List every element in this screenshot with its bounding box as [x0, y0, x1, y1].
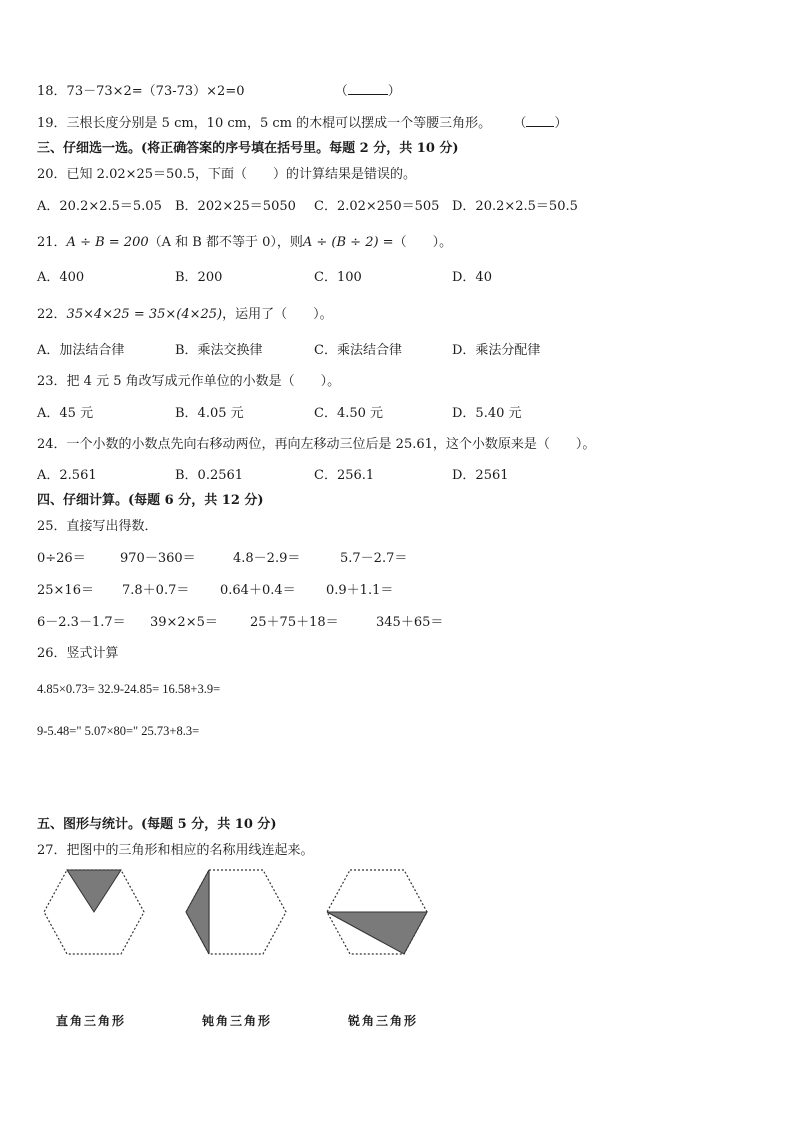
caption-acute-triangle[interactable]: 锐角三角形 — [348, 1014, 419, 1028]
q22-option-d[interactable]: D．乘法分配律 — [452, 343, 541, 358]
q22-tail: ，运用了（ ）。 — [222, 307, 333, 322]
q24-option-d[interactable]: D．2561 — [452, 468, 509, 483]
q20-option-d[interactable]: D．20.2×2.5＝50.5 — [452, 199, 578, 214]
q22-expression: 35×4×25 = 35×(4×25) — [66, 307, 223, 322]
calc-item: 6－2.3－1.7＝ — [37, 615, 126, 630]
q21-condition: （A 和 B 都不等于 0），则 — [148, 235, 303, 250]
section-5-heading: 五、图形与统计。(每题 5 分，共 10 分) — [37, 817, 277, 832]
shaded-triangle[interactable] — [327, 912, 427, 954]
q23-option-b[interactable]: B．4.05 元 — [175, 406, 244, 421]
question-18 — [37, 82, 401, 101]
hexagon-figure-2 — [182, 866, 290, 958]
question-24-text: 24．一个小数的小数点先向右移动两位，再向左移动三位后是 25.61，这个小数原来是（ ）。 — [37, 437, 596, 452]
q20-option-a[interactable]: A．20.2×2.5＝5.05 — [37, 199, 162, 214]
vertical-calc-line-1: 4.85×0.73= 32.9-24.85= 16.58+3.9= — [37, 682, 221, 696]
calc-item: 25×16＝ — [37, 583, 94, 598]
calc-item: 345＋65＝ — [376, 615, 444, 630]
question-21 — [37, 234, 452, 252]
paren-open: （ — [513, 116, 527, 131]
question-19-text: 19．三根长度分别是 5 cm，10 cm，5 cm 的木棍可以摆成一个等腰三角形。 — [37, 116, 492, 131]
section-3-heading: 三、仔细选一选。(将正确答案的序号填在括号里。每题 2 分，共 10 分) — [37, 141, 459, 156]
q20-option-c[interactable]: C．2.02×250＝505 — [314, 199, 440, 214]
q24-option-b[interactable]: B．0.2561 — [175, 468, 244, 483]
shaded-triangle[interactable] — [186, 870, 209, 954]
question-27-text: 27．把图中的三角形和相应的名称用线连起来。 — [37, 843, 314, 858]
calc-item: 25＋75＋18＝ — [250, 615, 339, 630]
shaded-triangle[interactable] — [67, 870, 121, 912]
q22-option-c[interactable]: C．乘法结合律 — [314, 343, 402, 358]
caption-obtuse-triangle[interactable]: 钝角三角形 — [202, 1014, 273, 1028]
calc-item: 970－360＝ — [120, 551, 196, 566]
q20-option-b[interactable]: B．202×25＝5050 — [175, 199, 296, 214]
paren-close: ） — [387, 84, 401, 99]
question-26-text: 26．竖式计算 — [37, 646, 119, 661]
q21-option-a[interactable]: A．400 — [37, 270, 85, 285]
q22-option-b[interactable]: B．乘法交换律 — [175, 343, 263, 358]
question-20-text: 20．已知 2.02×25＝50.5，下面（ ）的计算结果是错误的。 — [37, 167, 416, 182]
paren-open: （ — [334, 84, 348, 99]
paren-close: ） — [554, 116, 568, 131]
answer-blank-19[interactable] — [526, 114, 554, 127]
question-19 — [37, 114, 567, 133]
q23-option-a[interactable]: A．45 元 — [37, 406, 94, 421]
question-18-text: 18．73－73×2=（73-73）×2=0 — [37, 84, 245, 99]
calc-item: 0.9＋1.1＝ — [326, 583, 394, 598]
section-4-heading: 四、仔细计算。(每题 6 分，共 12 分) — [37, 493, 264, 508]
q23-option-d[interactable]: D．5.40 元 — [452, 406, 522, 421]
q21-option-d[interactable]: D．40 — [452, 270, 492, 285]
caption-right-triangle[interactable]: 直角三角形 — [56, 1014, 127, 1028]
q21-tail: （ ）。 — [393, 235, 453, 250]
calc-item: 0.64＋0.4＝ — [220, 583, 296, 598]
calc-item: 5.7－2.7＝ — [340, 551, 408, 566]
q24-option-a[interactable]: A．2.561 — [37, 468, 97, 483]
question-23-text: 23．把 4 元 5 角改写成元作单位的小数是（ ）。 — [37, 374, 341, 389]
calc-item: 7.8＋0.7＝ — [122, 583, 190, 598]
calc-item: 0÷26＝ — [37, 551, 86, 566]
hexagon-figure-1 — [40, 866, 148, 958]
question-22-number: 22． — [37, 307, 67, 322]
q23-option-c[interactable]: C．4.50 元 — [314, 406, 384, 421]
hexagon-figure-3 — [323, 866, 431, 958]
calc-item: 39×2×5＝ — [150, 615, 218, 630]
q21-expression-1: A ÷ B = 200 — [66, 235, 149, 250]
calc-item: 4.8－2.9＝ — [233, 551, 301, 566]
question-25-text: 25．直接写出得数． — [37, 519, 158, 534]
q22-option-a[interactable]: A．加法结合律 — [37, 343, 125, 358]
q21-option-b[interactable]: B．200 — [175, 270, 223, 285]
q21-option-c[interactable]: C．100 — [314, 270, 362, 285]
answer-blank-18[interactable] — [348, 82, 388, 95]
question-22 — [37, 306, 333, 324]
vertical-calc-line-2: 9-5.48=" 5.07×80=" 25.73+8.3= — [37, 724, 200, 738]
q24-option-c[interactable]: C．256.1 — [314, 468, 375, 483]
question-21-number: 21． — [37, 235, 67, 250]
q21-expression-2: A ÷ (B ÷ 2) = — [302, 235, 394, 250]
